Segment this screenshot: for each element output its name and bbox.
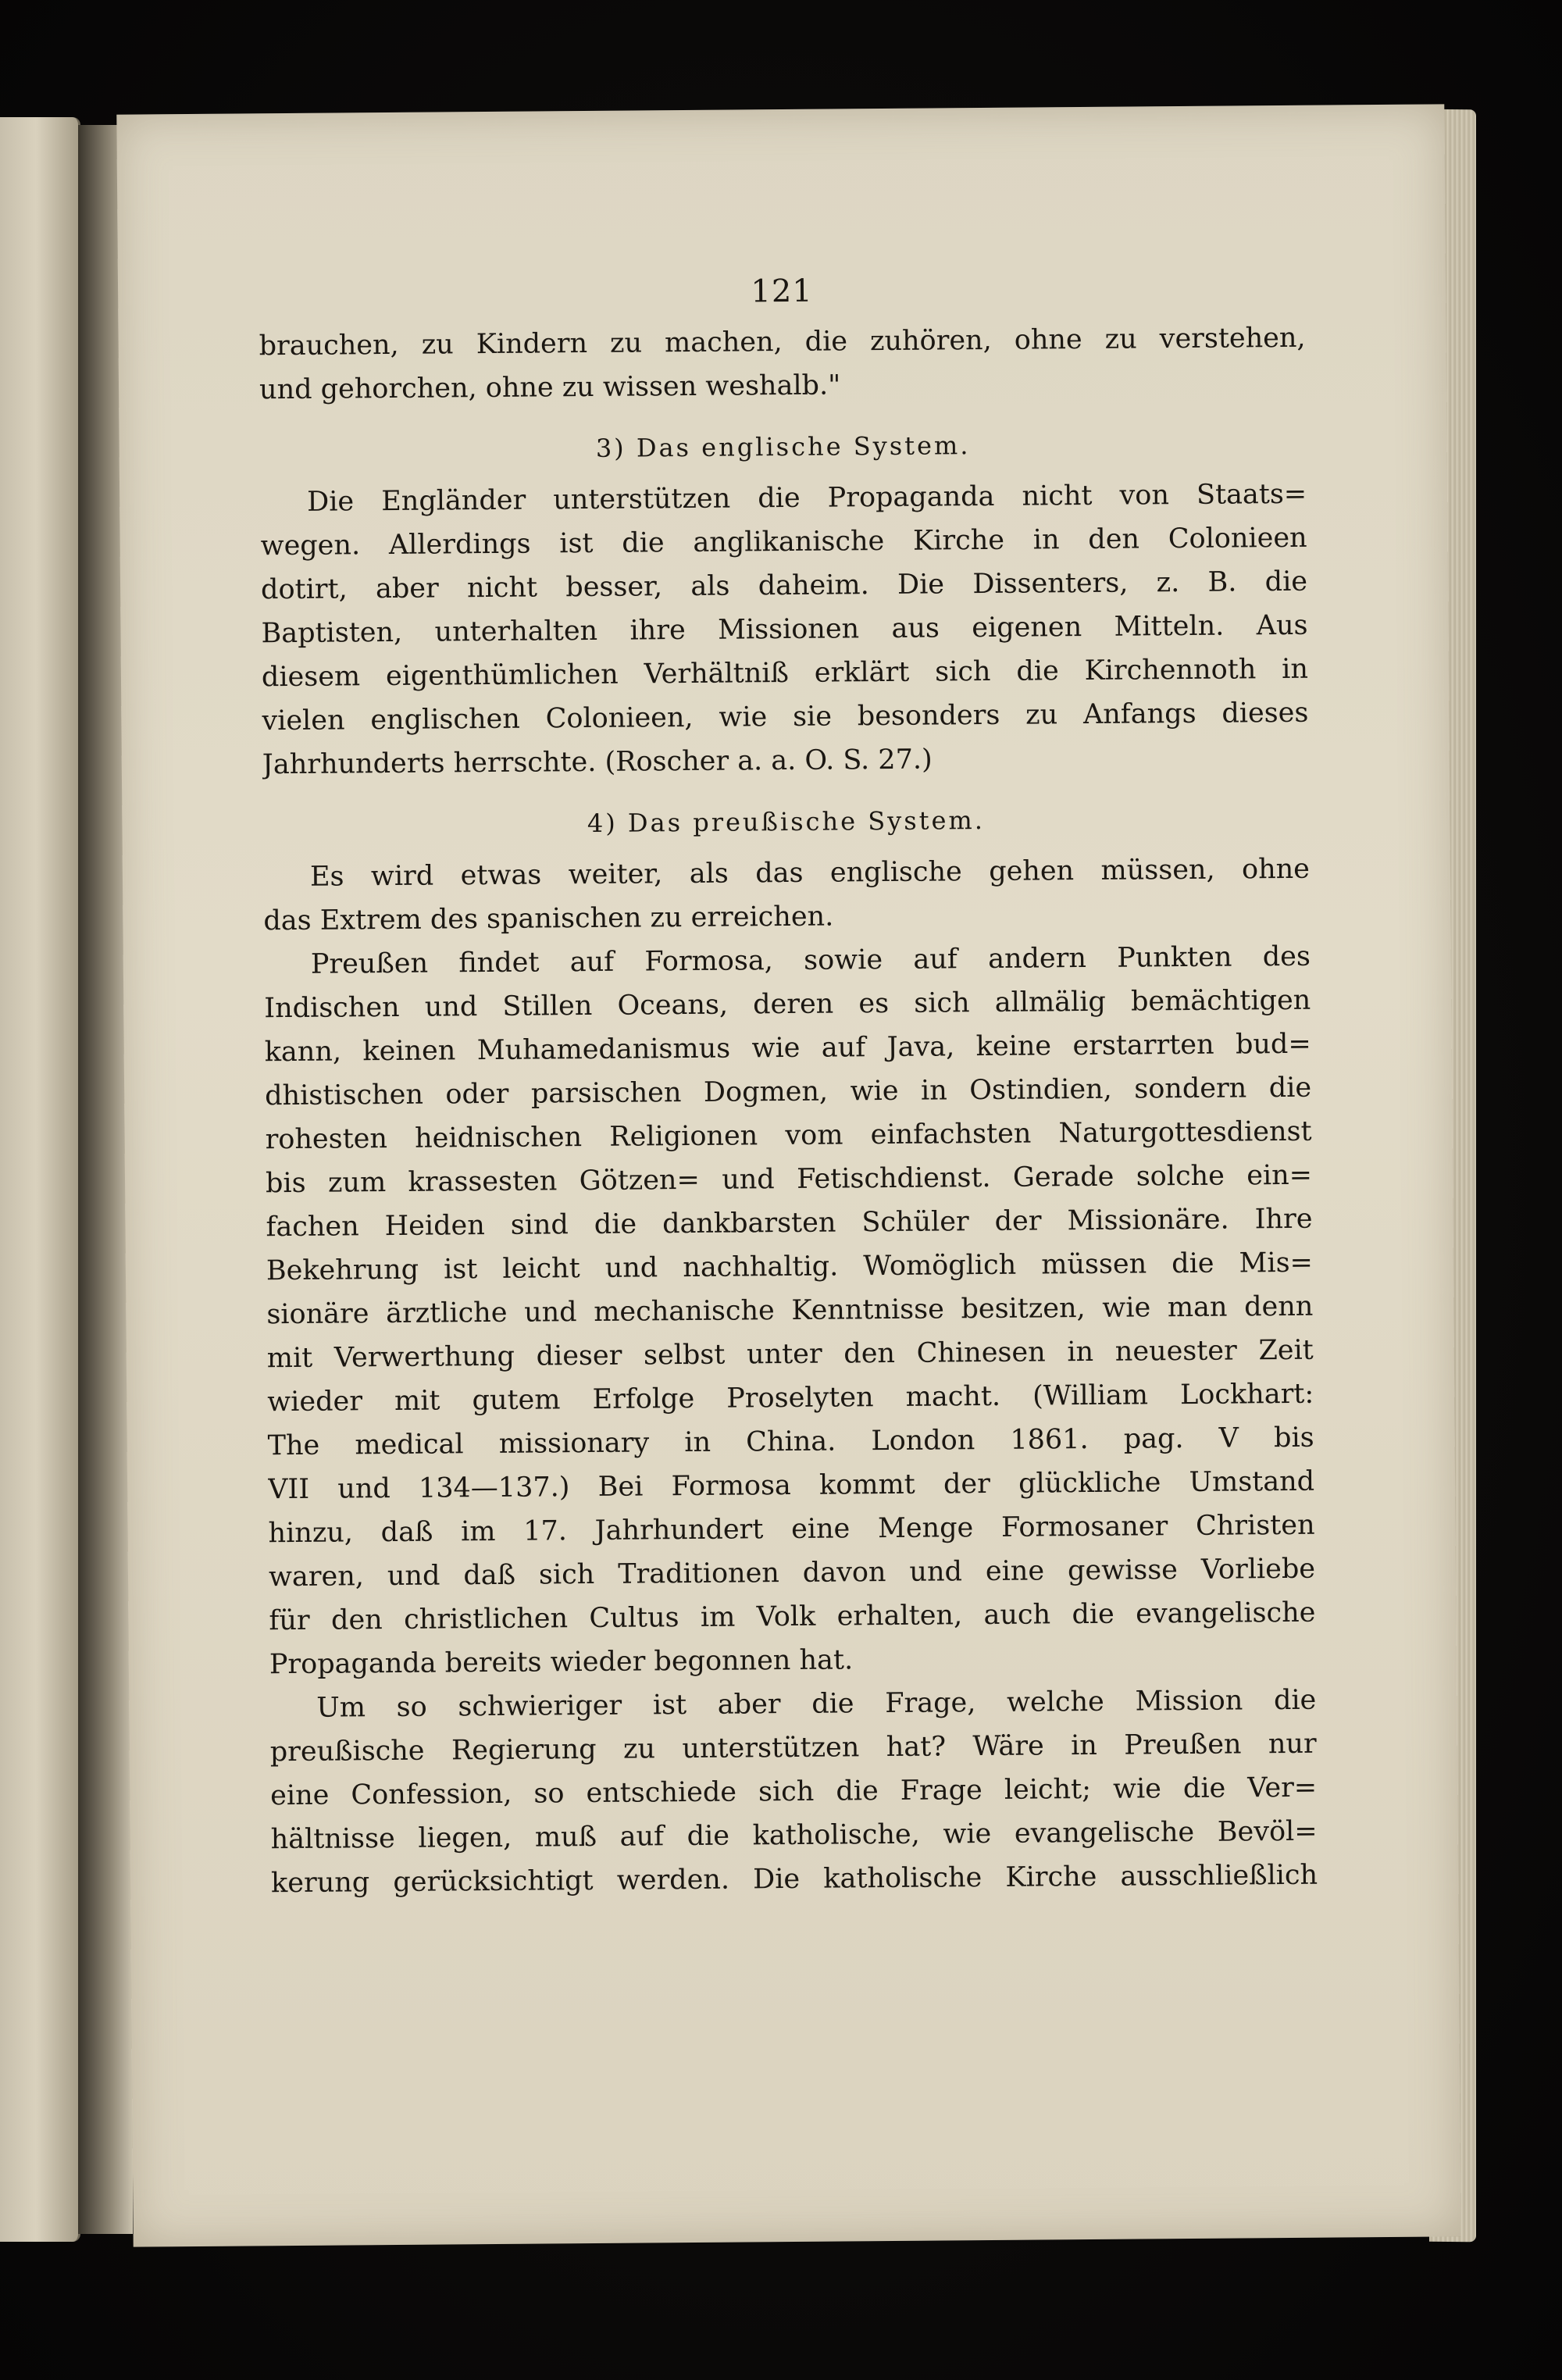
prussian-paragraph-3 <box>269 1679 1318 1906</box>
text-line: eine Confession, so entschiede sich die Frage leicht; wie die Ver= <box>270 1772 1318 1812</box>
text-line: für den christlichen Cultus im Volk erhalten, auch die evangelische <box>269 1597 1316 1637</box>
prussian-paragraph-2 <box>264 935 1316 1686</box>
text-line: mit Verwerthung dieser selbst unter den Chinesen in neuester Zeit <box>266 1334 1314 1375</box>
text-line: hältnisse liegen, muß auf die katholische, wie evangelische Bevöl= <box>270 1815 1318 1856</box>
page-number: 121 <box>751 273 813 310</box>
text-line: The medical missionary in China. London 1861. pag. V bis <box>267 1422 1314 1462</box>
text-line: preußische Regierung zu unterstützen hat? Wäre in Preußen nur <box>269 1728 1317 1768</box>
text-line: das Extrem des spanischen zu erreichen. <box>263 901 834 937</box>
text-line: dotirt, aber nicht besser, als daheim. Die Dissenters, z. B. die <box>260 566 1308 606</box>
text-line: brauchen, zu Kindern zu machen, die zuhören, ohne zu verstehen, <box>259 322 1306 362</box>
text-line: fachen Heiden sind die dankbarsten Schüler der Missionäre. Ihre <box>266 1203 1313 1244</box>
text-line: Preußen findet auf Formosa, sowie auf andern Punkten des <box>310 940 1311 980</box>
text-line: dhistischen oder parsischen Dogmen, wie in Ostindien, sondern die <box>265 1072 1312 1112</box>
text-line: Jahrhunderts herrschte. (Roscher a. a. O. S. 27.) <box>262 744 933 781</box>
prussian-paragraph-1 <box>263 847 1311 944</box>
text-line: bis zum krassesten Götzen= und Fetischdienst. Gerade solche ein= <box>265 1159 1313 1200</box>
text-line: kerung gerücksichtigt werden. Die katholische Kirche ausschließlich <box>270 1859 1318 1900</box>
left-page-edge <box>0 117 80 2242</box>
section-heading-prussian-system: 4) Das preußische System. <box>587 805 986 839</box>
intro-paragraph <box>259 316 1306 412</box>
text-line: und gehorchen, ohne zu wissen weshalb." <box>259 369 841 406</box>
text-line: Die Engländer unterstützen die Propaganda nicht von Staats= <box>307 478 1307 518</box>
text-line: Um so schwieriger ist aber die Frage, welche Mission die <box>316 1684 1317 1724</box>
text-line: Indischen und Stillen Oceans, deren es sich allmälig bemächtigen <box>264 984 1311 1025</box>
page-text <box>259 269 1318 1905</box>
text-line: sionäre ärztliche und mechanische Kenntnisse besitzen, wie man denn <box>266 1290 1314 1331</box>
text-line: Bekehrung ist leicht und nachhaltig. Womöglich müssen die Mis= <box>266 1247 1314 1287</box>
text-line: wegen. Allerdings ist die anglikanische Kirche in den Colonieen <box>260 522 1307 562</box>
text-line: wieder mit gutem Erfolge Proselyten macht. (William Lockhart: <box>267 1378 1314 1418</box>
text-line: Es wird etwas weiter, als das englische gehen müssen, ohne <box>309 853 1311 893</box>
text-line: VII und 134—137.) Bei Formosa kommt der glückliche Umstand <box>267 1465 1315 1506</box>
text-line: kann, keinen Muhamedanismus wie auf Java, keine erstarrten bud= <box>264 1028 1311 1069</box>
text-line: rohesten heidnischen Religionen vom einfachsten Naturgottesdienst <box>265 1115 1312 1156</box>
text-line: diesem eigenthümlichen Verhältniß erklärt sich die Kirchennoth in <box>261 653 1309 694</box>
text-line: waren, und daß sich Traditionen davon und eine gewisse Vorliebe <box>268 1553 1316 1593</box>
book-page <box>116 104 1460 2246</box>
text-line: Propaganda bereits wieder begonnen hat. <box>269 1644 854 1681</box>
english-system-paragraph <box>260 473 1309 787</box>
text-line: hinzu, daß im 17. Jahrhundert eine Menge Formosaner Christen <box>268 1509 1315 1550</box>
section-heading-english-system: 3) Das englische System. <box>595 430 971 463</box>
text-line: vielen englischen Colonieen, wie sie besonders zu Anfangs dieses <box>262 697 1309 737</box>
text-line: Baptisten, unterhalten ihre Missionen aus eigenen Mitteln. Aus <box>261 609 1308 650</box>
